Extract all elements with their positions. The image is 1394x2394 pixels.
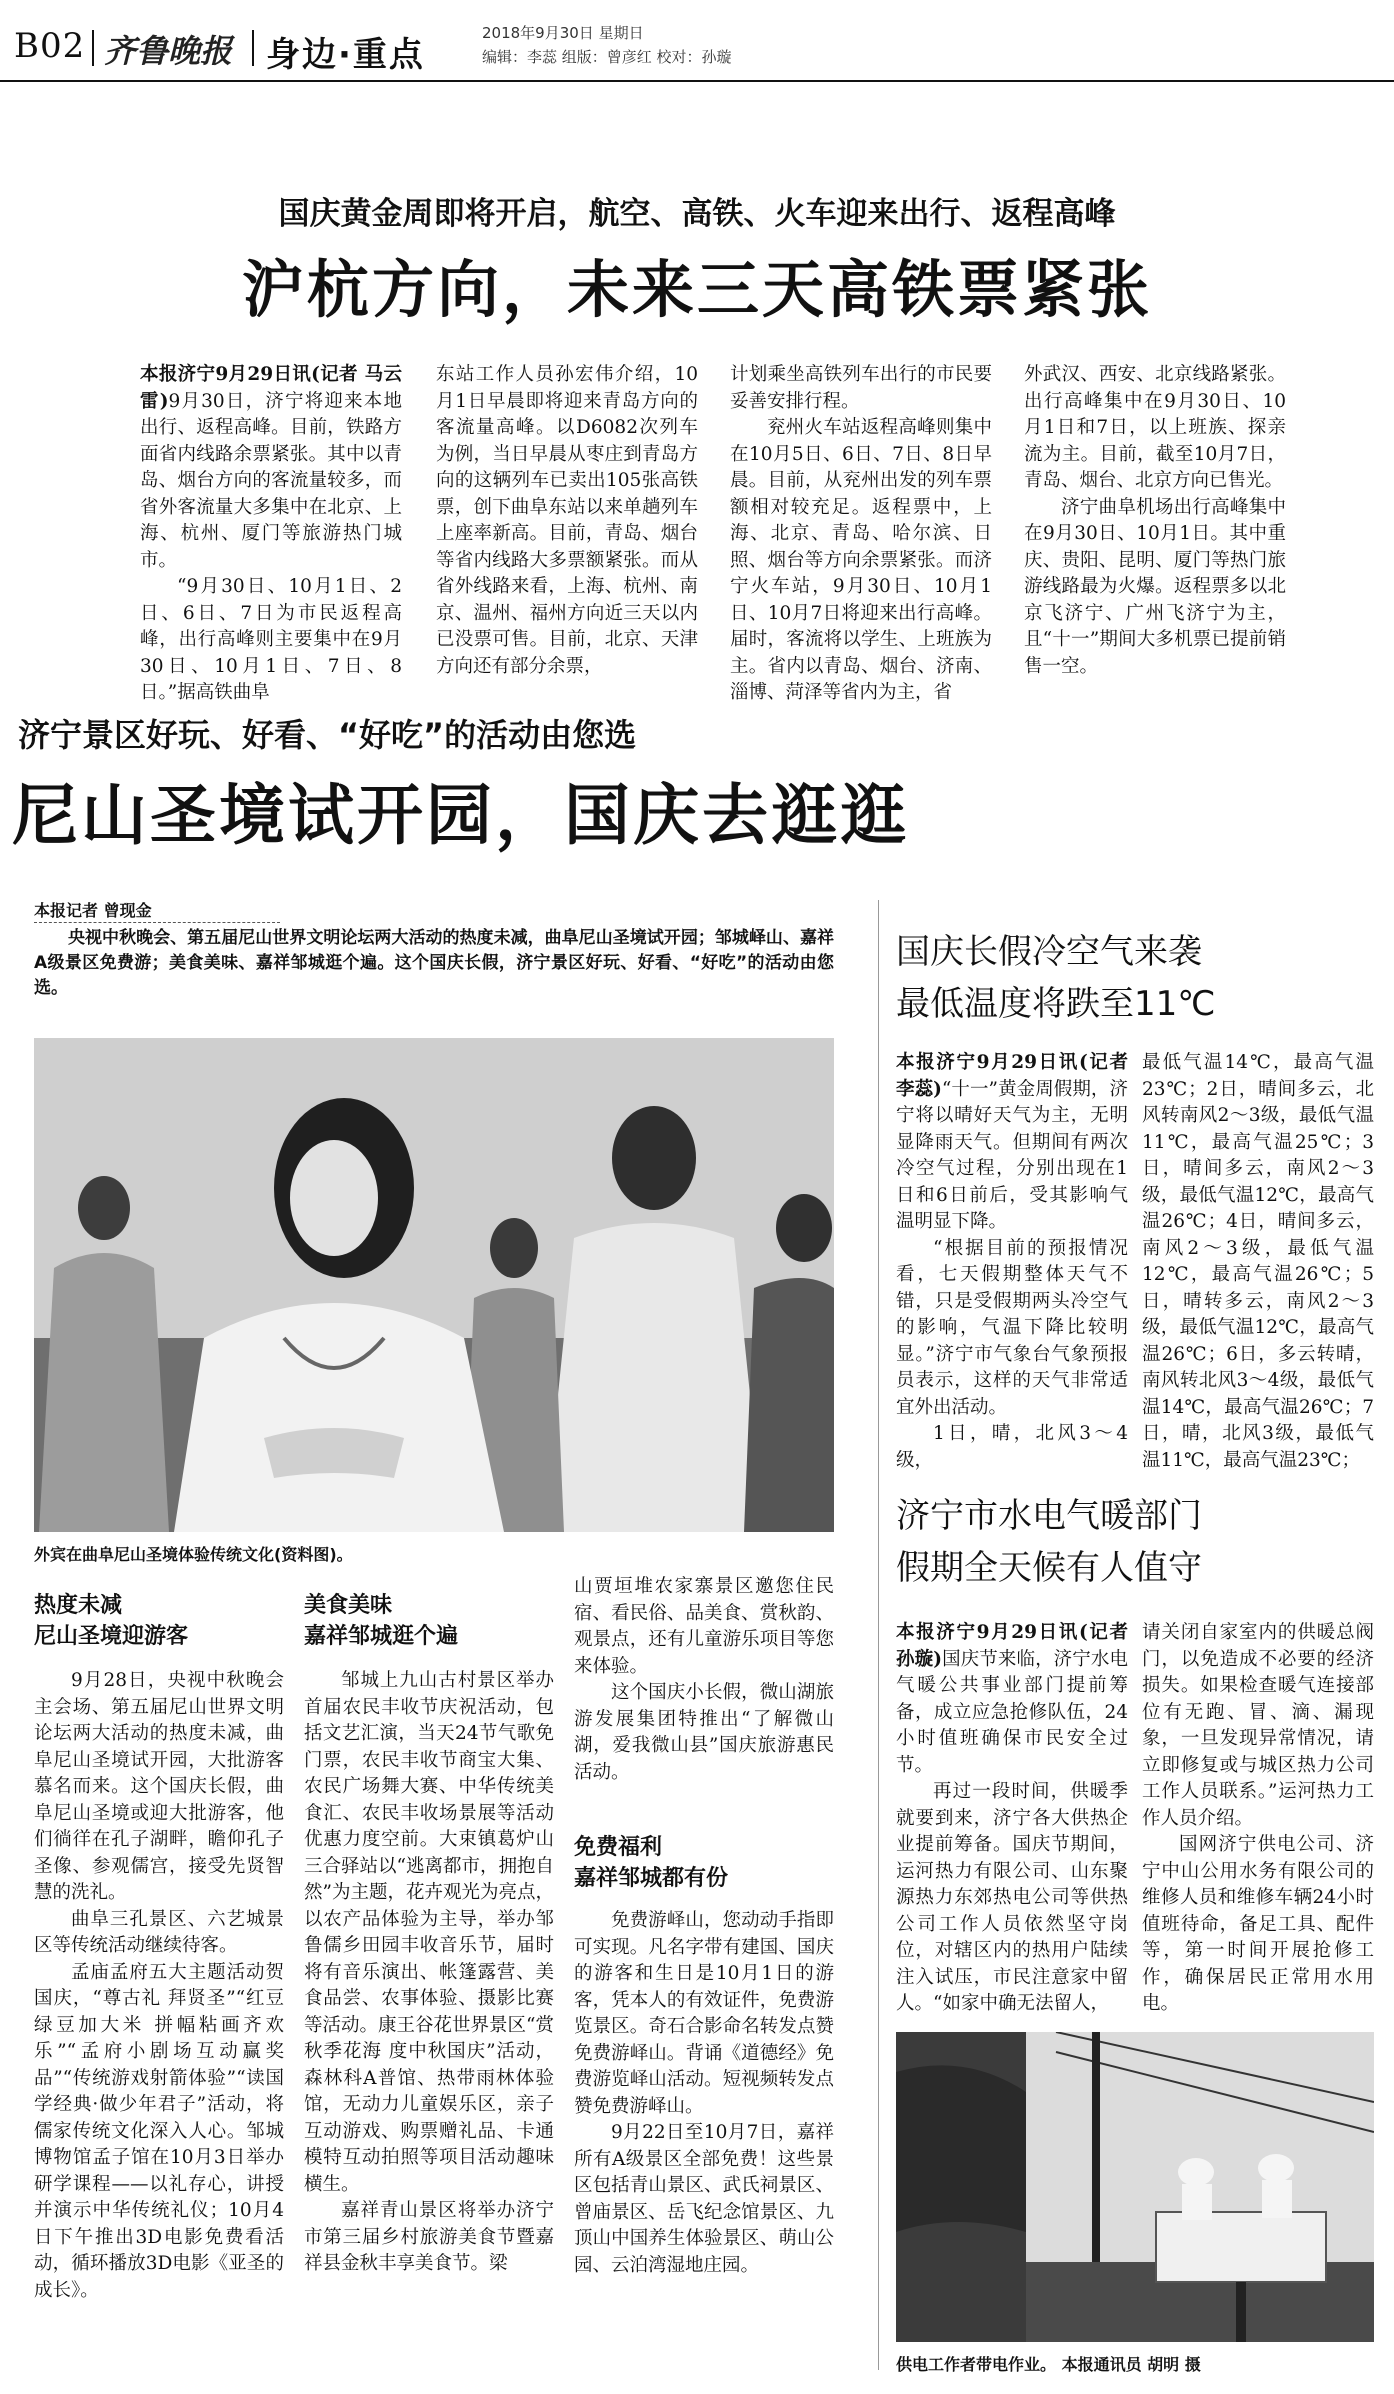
story-nishan-scenic: [0, 690, 909, 2394]
header-divider: [252, 30, 254, 66]
article-lead: 本报济宁9月29日讯(记者 孙璇): [896, 1622, 1128, 1670]
header-rule: [0, 80, 1394, 82]
article-column: 请关闭自家室内的供暖总阀门，以免造成不必要的经济损失。如果检查暖气连接部位有无跑、冒、滴、漏现象，一旦发现异常情况，请立即修复或与城区热力公司工作人员联系。”运河热力工作人员介绍。 国网济宁供电公司、济宁中山公用水务有限公司的维修人员和维修车辆24小时值班待命，备足工具、配件等，第一时间开展抢修工作，确保居民正常用水用电。: [1142, 1622, 1374, 2014]
article-column: 9月28日，央视中秋晚会主会场、第五届尼山世界文明论坛两大活动的热度未减，曲阜尼山圣境试开园，大批游客慕名而来。这个国庆长假，曲阜尼山圣境或迎大批游客，他们徜徉在孔子湖畔，瞻仰孔子圣像、参观儒宫，接受先贤智慧的洗礼。 曲阜三孔景区、六艺城景区等传统活动继续待客。 孟庙孟府五大主题活动贺国庆，“尊古礼 拜贤圣”“红豆绿豆加大米 拼幅粘画齐欢乐”“孟府小剧场互动赢奖品”“传统游戏射箭体验”“读国学经典·做少年君子”活动，将儒家传统文化深入人心。邹城博物馆孟子馆在10月3日举办研学课程——以礼存心，讲授并演示中华传统礼仪；10月4日下午推出3D电影免费看活动，循环播放3D电影《亚圣的成长》。: [34, 1670, 284, 2301]
article-column: 本报济宁9月29日讯(记者 孙璇)国庆节来临，济宁水电气暖公共事业部门提前筹备，成立应急抢修队伍，24小时值班确保市民安全过节。 再过一段时间，供暖季就要到来，济宁各大供热企业提前筹备。国庆节期间，运河热力有限公司、山东聚源热力东郊热电公司等供热公司工作人员依然坚守岗位，对辖区内的热用户陆续注入试压，市民注意家中留人。“如家中确无法留人，: [896, 1622, 1128, 2014]
photo-traditional-culture: [34, 1038, 834, 1532]
story-high-speed-rail: [0, 130, 1394, 703]
byline-rule: [34, 922, 280, 923]
subhead-food: 美食美味 嘉祥邹城逛个遍: [304, 1593, 459, 1649]
story-cold-air: [890, 900, 1394, 1471]
photo-caption: 供电工作者带电作业。 本报通讯员 胡明 摄: [896, 2355, 1201, 2374]
page-code: B02: [14, 26, 86, 66]
subhead-free: 免费福利 嘉祥邹城都有份: [574, 1835, 729, 1891]
photo-illustration: [34, 1038, 834, 1532]
story-headline: 济宁市水电气暖部门 假期全天候有人值守: [896, 1496, 1202, 1588]
article-column: 东站工作人员孙宏伟介绍，10月1日早晨即将迎来青岛方向的客流量高峰。以D6082次列车为例，当日早晨从枣庄到青岛方向的这辆列车已卖出105张高铁票，创下曲阜东站以来单趟列车上座率新高。目前，青岛、烟台等省内线路大多票额紧张。而从省外线路来看，上海、杭州、南京、温州、福州方向近三天以内已没票可售。目前，北京、天津方向还有部分余票，: [436, 364, 698, 677]
editor-credits: 编辑：李蕊 组版：曾彦红 校对：孙璇: [482, 48, 732, 66]
article-column: 邹城上九山古村景区举办首届农民丰收节庆祝活动，包括文艺汇演，当天24节气歌免门票，农民丰收节商宝大集、农民广场舞大赛、中华传统美食汇、农民丰收场景展等活动优惠力度空前。大束镇葛炉山三合驿站以“逃离都市，拥抱自然”为主题，花卉观光为亮点，以农产品体验为主导，举办邹鲁儒乡田园丰收音乐节，届时将有音乐演出、帐篷露营、美食品尝、农事体验、摄影比赛等活动。康王谷花世界景区“赏秋季花海 度中秋国庆”活动，森林科A普馆、热带雨林体验馆，无动力儿童娱乐区，亲子互动游戏、购票赠礼品、卡通模特互动拍照等项目活动趣味横生。 嘉祥青山景区将举办济宁市第三届乡村旅游美食节暨嘉祥县金秋丰享美食节。梁: [304, 1670, 554, 2274]
story-kicker: 国庆黄金周即将开启，航空、高铁、火车迎来出行、返程高峰: [278, 196, 1116, 232]
header-divider: [92, 30, 94, 66]
article-column: 计划乘坐高铁列车出行的市民要妥善安排行程。 兖州火车站返程高峰则集中在10月5日、6日、7日、8日早晨。目前，从兖州出发的列车票额相对较充足。返程票中，上海、北京、青岛、哈尔滨、日照、烟台等方向余票紧张。而济宁火车站，9月30日、10月1日、10月7日将迎来出行高峰。届时，客流将以学生、上班族为主。省内以青岛、烟台、济南、淄博、菏泽等省内为主，省: [730, 364, 992, 703]
photo-caption: 外宾在曲阜尼山圣境体验传统文化(资料图)。: [34, 1545, 353, 1564]
story-headline: 国庆长假冷空气来袭 最低温度将跌至11℃: [896, 932, 1216, 1024]
column-divider: [878, 900, 879, 2370]
story-summary: 央视中秋晚会、第五届尼山世界文明论坛两大活动的热度未减，曲阜尼山圣境试开园；邹城峄山、嘉祥A级景区免费游；美食美味、嘉祥邹城逛个遍。这个国庆长假，济宁景区好玩、好看、“好吃”的活动由您选。: [34, 928, 834, 998]
story-headline: 尼山圣境试开园，国庆去逛逛: [12, 777, 909, 854]
article-column: 外武汉、西安、北京线路紧张。出行高峰集中在9月30日、10月1日和7日，以上班族、探亲流为主。目前，截至10月7日，青岛、烟台、北京方向已售光。 济宁曲阜机场出行高峰集中在9月30日、10月1日。其中重庆、贵阳、昆明、厦门等热门旅游线路最为火爆。返程票多以北京飞济宁、广州飞济宁为主，且“十一”期间大多机票已提前销售一空。: [1024, 364, 1286, 677]
article-column: 山贾垣堆农家寨景区邀您住民宿、看民俗、品美食、赏秋韵、观景点，还有儿童游乐项目等您来体验。 这个国庆小长假，微山湖旅游发展集团特推出“了解微山湖，爱我微山县”国庆旅游惠民活动。: [574, 1576, 834, 1783]
article-column: 免费游峄山，您动动手指即可实现。凡名字带有建国、国庆的游客和生日是10月1日的游客，凭本人的有效证件，免费游览景区。奇石合影命名转发点赞免费游峄山。背诵《道德经》免费游览峄山活动。短视频转发点赞免费游峄山。 9月22日至10月7日，嘉祥所有A级景区全部免费！这些景区包括青山景区、武氏祠景区、曾庙景区、岳飞纪念馆景区、九顶山中国养生体验景区、萌山公园、云泊湾湿地庄园。: [574, 1910, 834, 2276]
subhead-nishan: 热度未减 尼山圣境迎游客: [34, 1593, 189, 1649]
article-column: 本报济宁9月29日讯(记者 李蕊)“十一”黄金周假期，济宁将以晴好天气为主，无明显降雨天气。但期间有两次冷空气过程，分别出现在1日和6日前后，受其影响气温明显下降。 “根据目前的预报情况看，七天假期整体天气不错，只是受假期两头冷空气的影响，气温下降比较明显。”济宁市气象台气象预报员表示，这样的天气非常适宜外出活动。 1日，晴，北风3～4级，: [896, 1052, 1128, 1471]
article-lead: 本报济宁9月29日讯(记者 马云雷): [140, 364, 402, 412]
article-column: 本报济宁9月29日讯(记者 马云雷)9月30日，济宁将迎来本地出行、返程高峰。目前，铁路方面省内线路余票紧张。其中以青岛、烟台方向的客流量较多，而省外客流量大多集中在北京、上海、杭州、厦门等旅游热门城市。 “9月30日、10月1日、2日、6日、7日为市民返程高峰，出行高峰则主要集中在9月30日、10月1日、7日、8日。”据高铁曲阜: [140, 364, 403, 703]
story-headline: 沪杭方向，未来三天高铁票紧张: [241, 253, 1152, 326]
issue-date: 2018年9月30日 星期日: [482, 24, 644, 42]
article-lead: 本报济宁9月29日讯(记者 李蕊): [896, 1052, 1128, 1100]
story-kicker: 济宁景区好玩、好看、“好吃”的活动由您选: [18, 716, 637, 754]
story-utilities: [890, 1470, 1394, 2394]
newspaper-logo: 齐鲁晚报: [104, 32, 233, 70]
byline: 本报记者 曾现金: [34, 901, 152, 920]
article-column: 最低气温14℃，最高气温23℃；2日，晴间多云，北风转南风2～3级，最低气温11℃，最高气温25℃；3日，晴间多云，南风2～3级，最低气温12℃，最高气温26℃；4日，晴间多云，南风2～3级，最低气温12℃，最高气温26℃；5日，晴转多云，南风2～3级，最低气温12℃，最高气温26℃；6日，多云转晴，南风转北风3～4级，最低气温14℃，最高气温26℃；7日，晴，北风3级，最低气温11℃，最高气温23℃；: [1142, 1052, 1374, 1471]
section-title: 身边·重点: [266, 35, 425, 75]
photo-power-workers: [896, 2032, 1374, 2342]
photo-illustration: [896, 2032, 1374, 2342]
page-header: [0, 0, 1394, 80]
